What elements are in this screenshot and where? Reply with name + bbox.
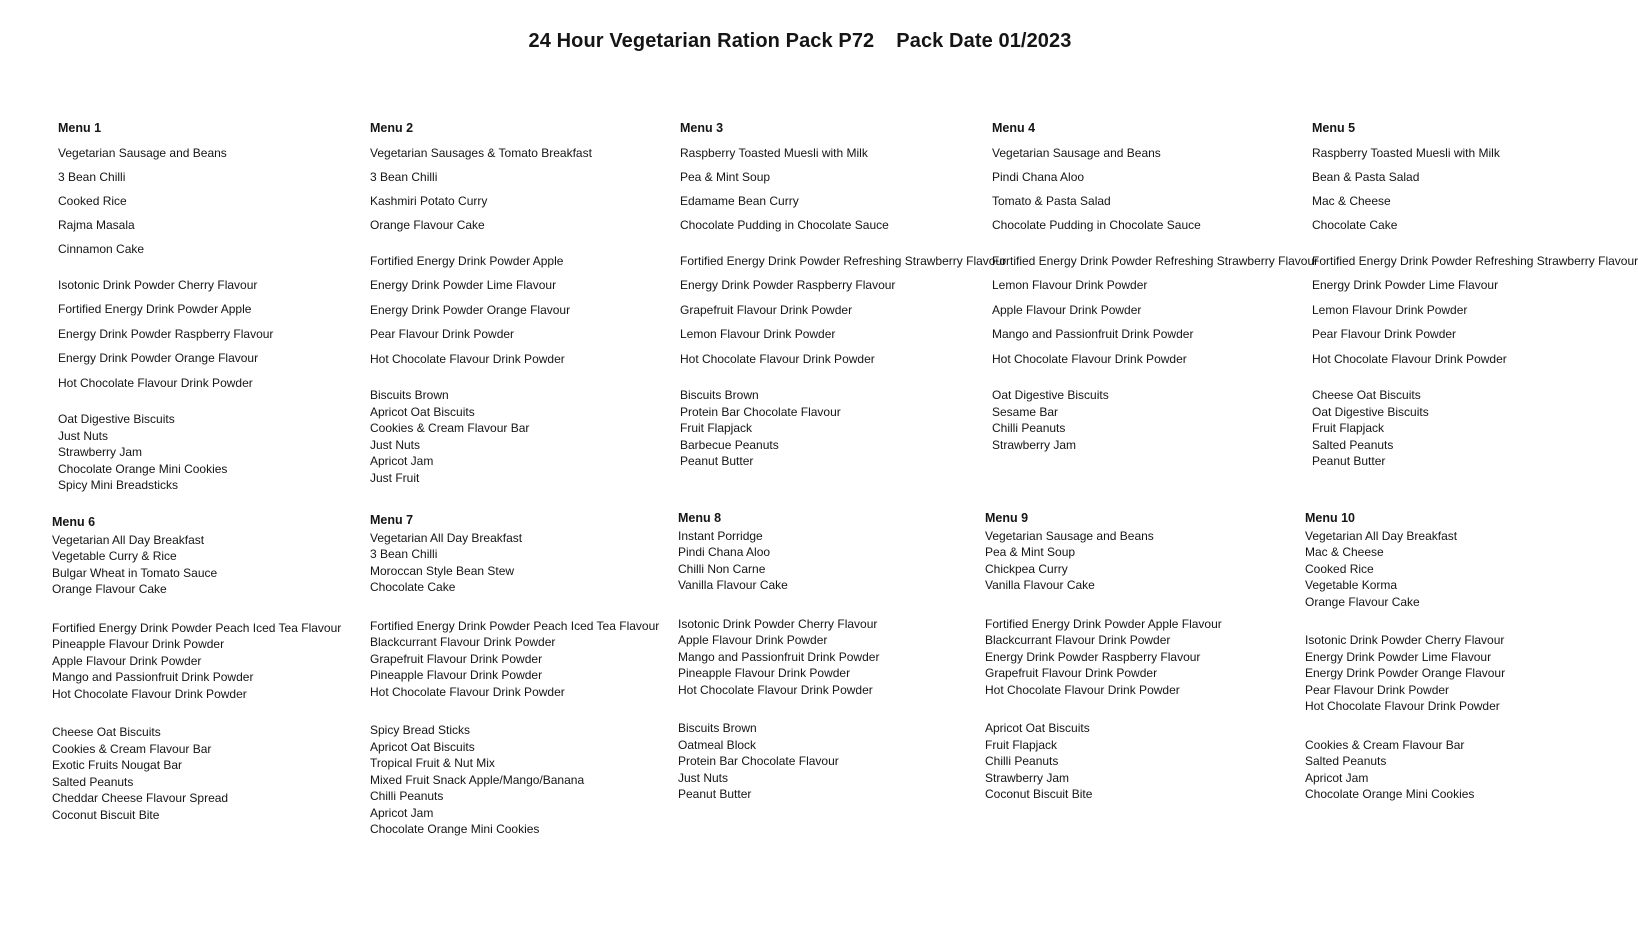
menu-item: Biscuits Brown	[680, 388, 759, 402]
menu-item: Pindi Chana Aloo	[678, 545, 771, 559]
menu-item: Tropical Fruit & Nut Mix	[370, 756, 495, 770]
menu-mains-group	[992, 145, 1292, 233]
menu-item: Vegetarian Sausage and Beans	[985, 528, 1154, 543]
menu-item: 3 Bean Chilli	[370, 547, 438, 561]
menu-item: Just Nuts	[58, 428, 109, 443]
menu-item: Vanilla Flavour Cake	[985, 578, 1095, 592]
menu-item: Coconut Biscuit Bite	[985, 787, 1093, 801]
menu-title: Menu 1	[58, 121, 102, 135]
menu-snacks-group	[1305, 737, 1605, 803]
menu-item: Fruit Flapjack	[1312, 421, 1385, 435]
menu-item: Strawberry Jam	[58, 445, 143, 459]
menu-item: Lemon Flavour Drink Powder	[680, 327, 836, 341]
menu-item: Mixed Fruit Snack Apple/Mango/Banana	[370, 772, 585, 787]
menu-item: Apricot Jam	[1305, 770, 1369, 785]
menu-snacks-group	[1312, 387, 1612, 470]
menu-snacks-group	[985, 720, 1285, 803]
menu-item: Biscuits Brown	[678, 721, 757, 735]
menu-snacks-group	[58, 411, 358, 494]
menu-item: Chocolate Cake	[370, 580, 456, 594]
menu-drinks-group	[58, 277, 358, 392]
menu-item: Peanut Butter	[678, 787, 752, 801]
menu-item: Cookies & Cream Flavour Bar	[370, 421, 530, 435]
menu-item: Pineapple Flavour Drink Powder	[370, 668, 543, 682]
menu-mains-group	[678, 528, 978, 594]
menu-item: Fortified Energy Drink Powder Peach Iced Tea Flavour	[52, 620, 342, 635]
menu-item: Energy Drink Powder Orange Flavour	[58, 351, 259, 365]
menu-snacks-group	[370, 387, 670, 486]
menu-mains-group	[370, 145, 670, 233]
menu-item: Salted Peanuts	[1305, 754, 1387, 768]
menu-item: Cooked Rice	[1305, 561, 1374, 576]
menu-item: Peanut Butter	[1312, 454, 1386, 468]
menu-item: Vegetarian All Day Breakfast	[52, 532, 205, 547]
menu-item: Kashmiri Potato Curry	[370, 193, 488, 208]
menu-10	[1305, 510, 1605, 825]
menu-item: Orange Flavour Cake	[1305, 594, 1420, 609]
pack-date-label: Pack Date	[896, 30, 993, 52]
menu-item: Hot Chocolate Flavour Drink Powder	[678, 682, 873, 697]
menu-item: Sesame Bar	[992, 404, 1059, 419]
menu-item: Blackcurrant Flavour Drink Powder	[985, 633, 1171, 647]
menu-item: Protein Bar Chocolate Flavour	[680, 404, 841, 419]
menu-mains-group	[680, 145, 980, 233]
menu-item: Vanilla Flavour Cake	[678, 578, 788, 592]
menu-item: Chilli Peanuts	[370, 789, 444, 803]
menu-item: Raspberry Toasted Muesli with Milk	[680, 145, 868, 160]
menu-item: Energy Drink Powder Raspberry Flavour	[58, 326, 274, 341]
menu-drinks-group	[52, 620, 352, 703]
menu-item: Isotonic Drink Powder Cherry Flavour	[1305, 633, 1505, 647]
menu-snacks-group	[370, 722, 670, 838]
menu-item: Hot Chocolate Flavour Drink Powder	[985, 682, 1180, 697]
menu-item: Fortified Energy Drink Powder Refreshing Strawberry Flavour	[680, 253, 1007, 268]
menu-mains-group	[985, 528, 1285, 594]
menu-item: Chocolate Orange Mini Cookies	[370, 822, 540, 836]
menu-item: Vegetarian Sausage and Beans	[58, 145, 227, 160]
menu-title: Menu 8	[678, 511, 722, 525]
menu-item: Mango and Passionfruit Drink Powder	[678, 649, 880, 664]
menu-4	[992, 120, 1319, 473]
menu-item: Fortified Energy Drink Powder Peach Iced Tea Flavour	[370, 618, 660, 633]
menu-mains-group	[1305, 528, 1605, 611]
page-title	[0, 30, 1600, 53]
menu-title: Menu 7	[370, 513, 414, 527]
menu-6	[52, 514, 352, 845]
menu-item: Energy Drink Powder Lime Flavour	[370, 278, 557, 292]
menu-snacks-group	[992, 387, 1292, 453]
menu-item: Energy Drink Powder Orange Flavour	[370, 302, 571, 317]
menu-item: 3 Bean Chilli	[58, 169, 126, 184]
menu-8	[678, 510, 978, 825]
menu-item: Raspberry Toasted Muesli with Milk	[1312, 145, 1500, 160]
menu-item: Cheese Oat Biscuits	[1312, 388, 1421, 402]
menu-item: Energy Drink Powder Raspberry Flavour	[985, 649, 1201, 664]
menu-drinks-group	[680, 253, 1007, 368]
menu-item: Grapefruit Flavour Drink Powder	[370, 651, 543, 666]
menu-mains-group	[370, 530, 670, 596]
menu-item: Instant Porridge	[678, 528, 763, 543]
menu-item: Chocolate Cake	[1312, 217, 1398, 232]
menu-item: Peanut Butter	[680, 454, 754, 468]
menu-item: Oat Digestive Biscuits	[992, 388, 1109, 402]
menu-item: Cheese Oat Biscuits	[52, 725, 161, 739]
menu-snacks-group	[680, 387, 980, 470]
menu-1	[58, 120, 358, 514]
menu-item: Fortified Energy Drink Powder Refreshing Strawberry Flavour	[1312, 253, 1638, 268]
menu-item: Spicy Bread Sticks	[370, 723, 471, 737]
menu-item: Moroccan Style Bean Stew	[370, 563, 515, 578]
document-title: 24 Hour Vegetarian Ration Pack P72	[528, 30, 875, 52]
menu-item: Apricot Oat Biscuits	[985, 721, 1090, 735]
menu-title: Menu 5	[1312, 121, 1356, 135]
menu-item: Chocolate Orange Mini Cookies	[58, 461, 228, 476]
menu-item: Fruit Flapjack	[680, 421, 753, 435]
menu-9	[985, 510, 1285, 825]
menu-item: Pear Flavour Drink Powder	[1312, 327, 1457, 341]
menu-item: Hot Chocolate Flavour Drink Powder	[370, 684, 565, 699]
menu-item: Pear Flavour Drink Powder	[370, 327, 515, 341]
menu-7	[370, 512, 670, 860]
menu-item: Biscuits Brown	[370, 388, 449, 402]
menu-item: Orange Flavour Cake	[370, 217, 485, 232]
menu-item: Vegetarian All Day Breakfast	[370, 530, 523, 545]
menu-item: Blackcurrant Flavour Drink Powder	[370, 635, 556, 649]
menu-item: Vegetarian Sausages & Tomato Breakfast	[370, 145, 592, 160]
menu-drinks-group	[992, 253, 1319, 368]
menu-item: Spicy Mini Breadsticks	[58, 478, 179, 492]
menu-item: Lemon Flavour Drink Powder	[1312, 302, 1468, 317]
menu-title: Menu 2	[370, 121, 414, 135]
menu-item: Apricot Oat Biscuits	[370, 404, 475, 419]
menu-item: Exotic Fruits Nougat Bar	[52, 758, 183, 772]
menu-item: Apple Flavour Drink Powder	[678, 633, 828, 647]
menu-item: Chocolate Pudding in Chocolate Sauce	[680, 217, 889, 232]
menu-item: Mango and Passionfruit Drink Powder	[992, 327, 1194, 341]
menu-item: Apple Flavour Drink Powder	[992, 302, 1142, 317]
menu-item: Mango and Passionfruit Drink Powder	[52, 670, 254, 684]
menu-item: Oat Digestive Biscuits	[1312, 404, 1429, 419]
menu-item: Cookies & Cream Flavour Bar	[52, 741, 212, 756]
menu-item: Apple Flavour Drink Powder	[52, 653, 202, 668]
menu-item: Cookies & Cream Flavour Bar	[1305, 737, 1465, 752]
menu-drinks-group	[370, 618, 670, 701]
menu-item: Energy Drink Powder Raspberry Flavour	[680, 278, 896, 292]
menu-item: Orange Flavour Cake	[52, 582, 167, 596]
menu-item: Hot Chocolate Flavour Drink Powder	[370, 351, 565, 366]
menu-item: Hot Chocolate Flavour Drink Powder	[52, 686, 247, 701]
menu-snacks-group	[678, 720, 978, 803]
menu-item: Apricot Jam	[370, 454, 434, 468]
menu-item: Pindi Chana Aloo	[992, 169, 1085, 184]
menu-item: Fortified Energy Drink Powder Apple	[370, 253, 564, 268]
menu-item: Bulgar Wheat in Tomato Sauce	[52, 565, 218, 580]
menu-item: Chocolate Pudding in Chocolate Sauce	[992, 217, 1201, 232]
menu-item: Isotonic Drink Powder Cherry Flavour	[678, 616, 878, 631]
pack-date-value: 01/2023	[998, 30, 1072, 52]
menu-item: Vegetarian All Day Breakfast	[1305, 528, 1458, 543]
menu-item: Just Nuts	[370, 437, 421, 452]
menu-item: 3 Bean Chilli	[370, 169, 438, 184]
menu-item: Grapefruit Flavour Drink Powder	[680, 302, 853, 317]
menu-item: Bean & Pasta Salad	[1312, 169, 1420, 184]
menu-item: Oatmeal Block	[678, 737, 757, 752]
menu-item: Tomato & Pasta Salad	[992, 193, 1111, 208]
menu-item: Coconut Biscuit Bite	[52, 807, 160, 822]
menu-item: Hot Chocolate Flavour Drink Powder	[58, 375, 253, 390]
menu-item: Just Nuts	[678, 770, 729, 785]
menu-3	[680, 120, 1007, 490]
menu-item: Rajma Masala	[58, 217, 135, 232]
menu-2	[370, 120, 670, 506]
menu-drinks-group	[370, 253, 670, 368]
menu-item: Vegetable Korma	[1305, 578, 1398, 592]
menu-item: Mac & Cheese	[1312, 193, 1391, 208]
menu-item: Energy Drink Powder Orange Flavour	[1305, 666, 1506, 680]
menu-item: Cooked Rice	[58, 193, 127, 208]
menu-item: Oat Digestive Biscuits	[58, 412, 175, 426]
menu-item: Protein Bar Chocolate Flavour	[678, 754, 839, 768]
menu-title: Menu 9	[985, 511, 1029, 525]
menu-item: Grapefruit Flavour Drink Powder	[985, 666, 1158, 680]
menu-item: Fruit Flapjack	[985, 737, 1058, 752]
menu-item: Apricot Jam	[370, 805, 434, 820]
menu-item: Hot Chocolate Flavour Drink Powder	[1312, 351, 1507, 366]
menu-drinks-group	[985, 616, 1285, 699]
menu-drinks-group	[678, 616, 978, 699]
menu-snacks-group	[52, 724, 352, 823]
menu-title: Menu 10	[1305, 511, 1356, 525]
menu-item: Pineapple Flavour Drink Powder	[52, 637, 225, 651]
menu-item: Salted Peanuts	[52, 774, 134, 789]
menu-item: Just Fruit	[370, 470, 420, 485]
menu-title: Menu 6	[52, 515, 96, 529]
menu-mains-group	[52, 532, 352, 598]
menu-item: Vegetable Curry & Rice	[52, 549, 177, 563]
menu-5	[1312, 120, 1638, 490]
menu-item: Pear Flavour Drink Powder	[1305, 682, 1450, 697]
menu-item: Chilli Non Carne	[678, 561, 766, 576]
menu-item: Salted Peanuts	[1312, 437, 1394, 452]
menu-item: Lemon Flavour Drink Powder	[992, 278, 1148, 292]
menu-drinks-group	[1312, 253, 1638, 368]
menu-item: Hot Chocolate Flavour Drink Powder	[1305, 699, 1500, 713]
menu-item: Pea & Mint Soup	[680, 169, 771, 184]
menu-item: Chocolate Orange Mini Cookies	[1305, 787, 1475, 801]
menu-title: Menu 4	[992, 121, 1036, 135]
menu-item: Pineapple Flavour Drink Powder	[678, 666, 851, 680]
menu-item: Energy Drink Powder Lime Flavour	[1312, 278, 1499, 292]
menu-item: Cinnamon Cake	[58, 241, 145, 256]
menu-item: Energy Drink Powder Lime Flavour	[1305, 649, 1492, 664]
menu-item: Apricot Oat Biscuits	[370, 739, 475, 754]
menu-item: Strawberry Jam	[985, 770, 1070, 785]
menu-item: Vegetarian Sausage and Beans	[992, 145, 1161, 160]
menu-item: Hot Chocolate Flavour Drink Powder	[992, 351, 1187, 366]
menu-item: Hot Chocolate Flavour Drink Powder	[680, 351, 875, 366]
menu-item: Chickpea Curry	[985, 561, 1068, 576]
menu-item: Fortified Energy Drink Powder Apple Flavour	[985, 616, 1222, 631]
menu-item: Chilli Peanuts	[985, 754, 1059, 768]
menu-mains-group	[1312, 145, 1612, 233]
menu-drinks-group	[1305, 632, 1605, 715]
menu-item: Barbecue Peanuts	[680, 437, 779, 452]
menu-item: Edamame Bean Curry	[680, 193, 799, 208]
menu-item: Mac & Cheese	[1305, 545, 1384, 559]
menu-item: Cheddar Cheese Flavour Spread	[52, 791, 229, 805]
menu-item: Isotonic Drink Powder Cherry Flavour	[58, 277, 258, 292]
menu-item: Strawberry Jam	[992, 437, 1077, 452]
menu-mains-group	[58, 145, 358, 257]
menu-item: Fortified Energy Drink Powder Refreshing Strawberry Flavour	[992, 253, 1319, 268]
menu-item: Pea & Mint Soup	[985, 545, 1076, 559]
menu-item: Fortified Energy Drink Powder Apple	[58, 302, 252, 316]
menu-item: Chilli Peanuts	[992, 421, 1066, 435]
menu-title: Menu 3	[680, 121, 724, 135]
